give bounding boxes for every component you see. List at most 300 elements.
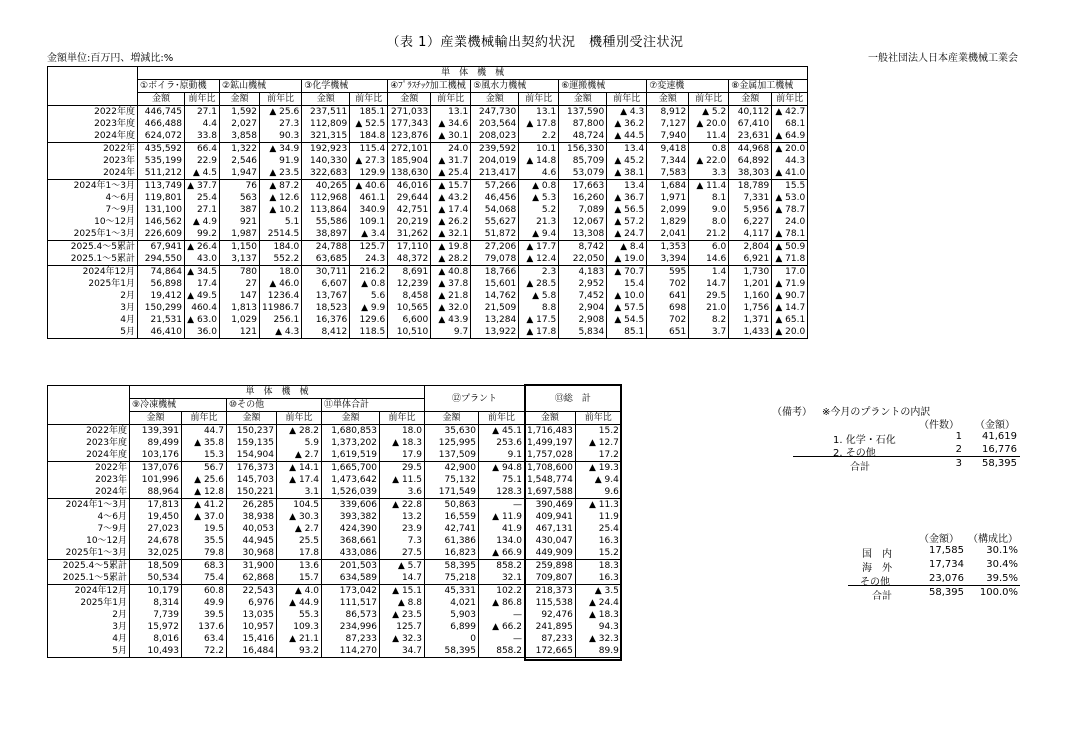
yoy-cell: 8.8 [519, 302, 559, 314]
yoy-cell: 16.3 [575, 535, 621, 547]
yoy-cell: ▲ 9.9 [350, 302, 388, 314]
amount-cell: 698 [647, 302, 689, 314]
amount-cell: 1,473,642 [322, 474, 380, 486]
region-name: 国 内 [862, 549, 892, 560]
amount-cell: 651 [647, 326, 689, 339]
amount-cell: 15,416 [227, 633, 277, 645]
amount-cell: 8,016 [130, 633, 182, 645]
yoy-cell: ▲ 18.3 [380, 437, 425, 449]
yoy-cell: 109.3 [277, 621, 322, 633]
amount-cell: 50,863 [425, 499, 479, 512]
amount-col-header: 金額 [220, 93, 260, 106]
amount-cell: 40,112 [729, 106, 772, 119]
amount-cell: 13,922 [471, 326, 519, 339]
table-row [48, 302, 808, 314]
yoy-cell: 24.3 [350, 253, 388, 266]
yoy-cell: 9.1 [479, 449, 525, 462]
amount-cell: 29,644 [388, 192, 431, 204]
amount-cell: 535,199 [138, 155, 185, 167]
yoy-cell: ▲ 28.2 [277, 425, 322, 438]
region-amount: 17,585 [929, 545, 964, 556]
yoy-cell: 104.5 [277, 499, 322, 512]
amount-cell: 15,601 [471, 278, 519, 290]
amount-cell: 702 [647, 278, 689, 290]
amount-cell: 1,322 [220, 143, 260, 156]
yoy-cell: 36.0 [185, 326, 220, 339]
amount-cell: 176,373 [227, 462, 277, 475]
yoy-cell: ▲ 50.9 [772, 241, 808, 254]
yoy-cell: 72.2 [182, 645, 227, 658]
yoy-cell: ▲ 44.9 [277, 597, 322, 609]
yoy-cell: 5.6 [350, 290, 388, 302]
yoy-cell: 15.2 [575, 425, 621, 438]
amount-cell: 1,371 [729, 314, 772, 326]
yoy-col-header: 前年比 [350, 93, 388, 106]
amount-cell: 1,987 [220, 228, 260, 241]
yoy-cell: 17.0 [772, 266, 808, 279]
amount-cell: 26,285 [227, 499, 277, 512]
amount-cell: 62,868 [227, 572, 277, 585]
amount-cell: 55,627 [471, 216, 519, 228]
amount-cell: 12,067 [559, 216, 607, 228]
yoy-cell: ▲ 32.1 [431, 228, 471, 241]
yoy-cell: 27.1 [185, 106, 220, 119]
amount-cell: 14,762 [471, 290, 519, 302]
yoy-cell: 17.8 [277, 547, 322, 560]
yoy-cell: 185.1 [350, 106, 388, 119]
amount-col-header: 金額 [227, 412, 277, 425]
row-label: 2025.4～5累計 [48, 241, 138, 254]
amount-cell: 45,331 [425, 585, 479, 598]
amount-cell: 76 [220, 180, 260, 193]
yoy-cell: 1236.4 [260, 290, 302, 302]
region-amount: 23,076 [929, 573, 964, 584]
amount-cell: 4,021 [425, 597, 479, 609]
yoy-cell: ▲ 32.0 [431, 302, 471, 314]
row-label: 2024年1～3月 [48, 499, 130, 512]
tan-tai-header: 単 体 機 械 [138, 67, 808, 80]
yoy-cell: ▲ 8.4 [607, 241, 647, 254]
amount-cell: 16,376 [302, 314, 350, 326]
yoy-cell: ▲ 38.1 [607, 167, 647, 180]
amount-cell: 1,947 [220, 167, 260, 180]
amount-col-header: 金額 [322, 412, 380, 425]
amount-cell: 30,711 [302, 266, 350, 279]
amount-cell: 4,117 [729, 228, 772, 241]
yoy-cell: 79.8 [182, 547, 227, 560]
yoy-cell: ▲ 36.2 [607, 118, 647, 130]
yoy-cell: ▲ 31.7 [431, 155, 471, 167]
yoy-cell: ▲ 64.9 [772, 130, 808, 143]
amount-cell: 32,025 [130, 547, 182, 560]
yoy-cell: 858.2 [479, 560, 525, 573]
yoy-cell: 60.8 [182, 585, 227, 598]
amount-cell: 237,511 [302, 106, 350, 119]
amount-cell: 368,661 [322, 535, 380, 547]
yoy-cell: 460.4 [185, 302, 220, 314]
plant-total-amount: 58,395 [982, 458, 1017, 469]
yoy-cell: 90.3 [260, 130, 302, 143]
amount-cell: 1,592 [220, 106, 260, 119]
category-header: ⑥運搬機械 [559, 80, 647, 93]
amount-cell: 173,042 [322, 585, 380, 598]
amount-cell: 131,100 [138, 204, 185, 216]
plant-item-amount: 16,776 [982, 444, 1017, 455]
row-label: 2月 [120, 291, 135, 301]
row-label: 2023年度 [94, 119, 135, 129]
yoy-cell: ▲ 12.6 [260, 192, 302, 204]
region-total-ratio: 100.0% [979, 587, 1018, 598]
yoy-cell: ▲ 22.8 [380, 499, 425, 512]
table-row [48, 204, 808, 216]
table-row [48, 192, 808, 204]
amount-cell: 641 [647, 290, 689, 302]
amount-cell: 390,469 [525, 499, 576, 512]
row-label: 2023年度 [86, 438, 127, 448]
yoy-cell: 15.7 [277, 572, 322, 585]
amount-cell: 213,417 [471, 167, 519, 180]
row-label: 2024年度 [94, 131, 135, 141]
amount-cell: 921 [220, 216, 260, 228]
yoy-col-header: 前年比 [182, 412, 227, 425]
amount-cell: 467,131 [525, 523, 576, 535]
table-row [48, 167, 808, 180]
amount-cell: 13,767 [302, 290, 350, 302]
yoy-cell: 125.7 [350, 241, 388, 254]
yoy-cell: ▲ 15.1 [380, 585, 425, 598]
yoy-cell: 16.3 [575, 572, 621, 585]
yoy-cell: ▲ 32.3 [575, 633, 621, 645]
yoy-cell: 27.1 [185, 204, 220, 216]
yoy-cell: 1.4 [689, 266, 729, 279]
yoy-cell: 5.2 [519, 204, 559, 216]
table-row [48, 118, 808, 130]
category-header: ⑫プラント [425, 386, 525, 412]
yoy-cell: ▲ 17.7 [519, 241, 559, 254]
yoy-col-header: 前年比 [260, 93, 302, 106]
amount-cell: 2,908 [559, 314, 607, 326]
table-row [48, 462, 622, 475]
row-label: 7～9月 [105, 205, 135, 215]
yoy-cell: ▲ 17.8 [519, 118, 559, 130]
yoy-cell: 2.2 [519, 130, 559, 143]
amount-cell: 44,968 [729, 143, 772, 156]
table-row [48, 597, 622, 609]
plant-item-name: 2. その他 [833, 448, 876, 459]
yoy-cell: 56.7 [182, 462, 227, 475]
yoy-cell: ▲ 24.7 [607, 228, 647, 241]
amount-cell: 42,741 [425, 523, 479, 535]
plant-item-name: 1. 化学・石化 [833, 435, 896, 446]
yoy-cell: 3.3 [689, 167, 729, 180]
yoy-cell: 3.7 [689, 326, 729, 339]
row-label: 2022年度 [48, 106, 138, 119]
table-row [48, 253, 808, 266]
amount-cell: 75,132 [425, 474, 479, 486]
amount-cell: 139,391 [130, 425, 182, 438]
amount-cell: 7,089 [559, 204, 607, 216]
amount-cell: 7,452 [559, 290, 607, 302]
amount-cell: 339,606 [322, 499, 380, 512]
row-label: 4～6月 [105, 193, 135, 203]
yoy-cell: 18.0 [260, 266, 302, 279]
yoy-cell: ▲ 37.7 [185, 180, 220, 193]
yoy-col-header: 前年比 [277, 412, 322, 425]
amount-cell: 1,971 [647, 192, 689, 204]
row-label: 10～12月 [94, 217, 135, 227]
table-row [48, 511, 622, 523]
yoy-cell: 39.5 [182, 609, 227, 621]
amount-cell: 89,499 [130, 437, 182, 449]
amount-cell: 393,382 [322, 511, 380, 523]
table-row [48, 425, 622, 438]
amount-cell: 1,665,700 [322, 462, 380, 475]
yoy-cell: 118.5 [350, 326, 388, 339]
amount-cell: 20,219 [388, 216, 431, 228]
amount-cell: 7,583 [647, 167, 689, 180]
yoy-col-header: 前年比 [772, 93, 808, 106]
amount-cell: 511,212 [138, 167, 185, 180]
amount-cell: 38,303 [729, 167, 772, 180]
amount-cell: 10,510 [388, 326, 431, 339]
amount-cell: 13,284 [471, 314, 519, 326]
amount-cell: 466,488 [138, 118, 185, 130]
row-label: 3月 [112, 622, 127, 632]
amount-cell: 18,509 [130, 560, 182, 573]
amount-cell: 780 [220, 266, 260, 279]
yoy-cell: 19.5 [182, 523, 227, 535]
amount-cell: 30,968 [227, 547, 277, 560]
amount-cell: 46,410 [138, 326, 185, 339]
amount-cell: 6,921 [729, 253, 772, 266]
yoy-cell: 27.5 [380, 547, 425, 560]
table-row [48, 547, 622, 560]
amount-cell: 8,314 [130, 597, 182, 609]
yoy-cell: ▲ 49.5 [185, 290, 220, 302]
amount-cell: 88,964 [130, 486, 182, 499]
yoy-cell: 552.2 [260, 253, 302, 266]
yoy-cell: ▲ 35.8 [182, 437, 227, 449]
amount-cell: 85,709 [559, 155, 607, 167]
amount-cell: 55,586 [302, 216, 350, 228]
amount-col-header: 金額 [138, 93, 185, 106]
amount-cell: 192,923 [302, 143, 350, 156]
yoy-cell: ▲ 66.9 [479, 547, 525, 560]
amount-cell: 150,237 [227, 425, 277, 438]
amount-cell: 75,218 [425, 572, 479, 585]
amount-cell: 709,807 [525, 572, 576, 585]
amount-cell: 6,899 [425, 621, 479, 633]
row-label: 2025年1～3月 [73, 229, 135, 239]
yoy-cell: ▲ 0.8 [350, 278, 388, 290]
amount-cell: 171,549 [425, 486, 479, 499]
yoy-cell: 89.9 [575, 645, 621, 658]
amount-cell: 7,940 [647, 130, 689, 143]
yoy-cell: ▲ 5.2 [689, 106, 729, 119]
amount-cell: 103,176 [130, 449, 182, 462]
yoy-cell: 14.7 [689, 278, 729, 290]
yoy-cell: ▲ 5.3 [519, 192, 559, 204]
amount-cell: 27,023 [130, 523, 182, 535]
yoy-cell: 6.0 [689, 241, 729, 254]
yoy-cell: 15.3 [182, 449, 227, 462]
yoy-cell: 43.0 [185, 253, 220, 266]
yoy-cell: ▲ 94.8 [479, 462, 525, 475]
yoy-cell: ▲ 20.0 [772, 143, 808, 156]
amount-cell: 38,938 [227, 511, 277, 523]
amount-cell: 294,550 [138, 253, 185, 266]
yoy-cell: 125.7 [380, 621, 425, 633]
amount-header-2: （金額） [919, 534, 959, 545]
amount-cell: 113,864 [302, 204, 350, 216]
row-label: 2025.4～5累計 [48, 560, 130, 573]
amount-cell: 10,179 [130, 585, 182, 598]
yoy-col-header: 前年比 [689, 93, 729, 106]
amount-cell: 1,160 [729, 290, 772, 302]
page-title: （表 1）産業機械輸出契約状況 機種別受注状況 [386, 35, 684, 50]
yoy-cell: ▲ 78.1 [772, 228, 808, 241]
yoy-cell: ▲ 11.9 [479, 511, 525, 523]
category-header: ③化学機械 [302, 80, 388, 93]
yoy-cell: 94.3 [575, 621, 621, 633]
yoy-cell: ▲ 9.4 [575, 474, 621, 486]
table-row [48, 633, 622, 645]
table-row [48, 290, 808, 302]
yoy-cell: ▲ 70.7 [607, 266, 647, 279]
row-label-header [48, 67, 138, 106]
yoy-col-header: 前年比 [575, 412, 621, 425]
amount-cell: 10,565 [388, 302, 431, 314]
yoy-cell: ▲ 28.5 [519, 278, 559, 290]
row-label: 2024年12月 [48, 585, 130, 598]
yoy-cell: 93.2 [277, 645, 322, 658]
yoy-cell: 41.9 [479, 523, 525, 535]
amount-cell: 247,730 [471, 106, 519, 119]
amount-cell: 44,945 [227, 535, 277, 547]
yoy-cell: 216.2 [350, 266, 388, 279]
amount-cell: 10,957 [227, 621, 277, 633]
yoy-cell: ▲ 17.4 [431, 204, 471, 216]
yoy-cell: 68.1 [772, 118, 808, 130]
amount-cell: 92,476 [525, 609, 576, 621]
amount-cell: 6,607 [302, 278, 350, 290]
plant-item-count: 1 [955, 431, 962, 442]
row-label: 2025.1～5累計 [70, 254, 135, 264]
amount-cell: 203,564 [471, 118, 519, 130]
yoy-cell: ▲ 3.4 [350, 228, 388, 241]
amount-cell: 31,262 [388, 228, 431, 241]
row-label: 2024年 [95, 487, 127, 497]
count-header: （件数） [919, 420, 959, 431]
yoy-cell: ▲ 40.8 [431, 266, 471, 279]
category-header: ⑦変速機 [647, 80, 729, 93]
yoy-cell: 55.3 [277, 609, 322, 621]
amount-col-header: 金額 [559, 93, 607, 106]
amount-cell: 387 [220, 204, 260, 216]
yoy-cell: ▲ 22.0 [689, 155, 729, 167]
amount-cell: 35,630 [425, 425, 479, 438]
yoy-cell: 8.2 [689, 314, 729, 326]
yoy-cell: 44.3 [772, 155, 808, 167]
amount-cell: 449,909 [525, 547, 576, 560]
yoy-cell: 27.3 [260, 118, 302, 130]
yoy-cell: 11986.7 [260, 302, 302, 314]
category-header: ⑨冷凍機械 [130, 399, 227, 412]
yoy-cell: 25.4 [575, 523, 621, 535]
amount-cell: 1,433 [729, 326, 772, 339]
amount-cell: 23,631 [729, 130, 772, 143]
amount-cell: 7,331 [729, 192, 772, 204]
amount-cell: 1,526,039 [322, 486, 380, 499]
amount-cell: 595 [647, 266, 689, 279]
yoy-cell: 17.2 [575, 449, 621, 462]
yoy-col-header: 前年比 [519, 93, 559, 106]
amount-cell: 114,270 [322, 645, 380, 658]
amount-cell: 1,353 [647, 241, 689, 254]
amount-cell: 18,789 [729, 180, 772, 193]
amount-cell: 123,876 [388, 130, 431, 143]
amount-cell: 24,788 [302, 241, 350, 254]
amount-cell: 1,029 [220, 314, 260, 326]
amount-cell: 18,523 [302, 302, 350, 314]
amount-cell: 1,813 [220, 302, 260, 314]
amount-cell: 177,343 [388, 118, 431, 130]
yoy-cell: ▲ 25.6 [260, 106, 302, 119]
amount-cell: 48,372 [388, 253, 431, 266]
amount-cell: 16,823 [425, 547, 479, 560]
amount-cell: 31,900 [227, 560, 277, 573]
table-row [48, 535, 622, 547]
amount-cell: 234,996 [322, 621, 380, 633]
amount-cell: 150,221 [227, 486, 277, 499]
yoy-cell: 9.6 [575, 486, 621, 499]
row-label: 5月 [112, 646, 127, 656]
divider [793, 456, 1020, 457]
yoy-cell: ▲ 54.5 [607, 314, 647, 326]
yoy-cell: 340.9 [350, 204, 388, 216]
tan-tai-header: 単 体 機 械 [130, 386, 425, 399]
category-header: ①ボイラ･原動機 [138, 80, 220, 93]
region-name: その他 [860, 577, 890, 588]
amount-cell: 259,898 [525, 560, 576, 573]
plant-total-count: 3 [955, 458, 962, 469]
amount-cell: 1,684 [647, 180, 689, 193]
yoy-cell: ▲ 34.6 [431, 118, 471, 130]
amount-cell: 22,050 [559, 253, 607, 266]
amount-cell: 7,127 [647, 118, 689, 130]
amount-cell: 137,509 [425, 449, 479, 462]
amount-cell: 150,299 [138, 302, 185, 314]
amount-cell: 424,390 [322, 523, 380, 535]
yoy-cell: 9.0 [689, 204, 729, 216]
yoy-cell: ▲ 19.8 [431, 241, 471, 254]
amount-cell: 17,813 [130, 499, 182, 512]
yoy-cell: 184.0 [260, 241, 302, 254]
amount-cell: 1,697,588 [525, 486, 576, 499]
yoy-cell: 25.5 [277, 535, 322, 547]
yoy-cell: ▲ 20.0 [689, 118, 729, 130]
plant-item-amount: 41,619 [982, 431, 1017, 442]
yoy-cell: ▲ 42.7 [772, 106, 808, 119]
region-ratio: 30.4% [986, 559, 1018, 570]
yoy-cell: ▲ 15.7 [431, 180, 471, 193]
yoy-cell: ▲ 25.6 [182, 474, 227, 486]
yoy-cell: ▲ 10.0 [607, 290, 647, 302]
yoy-cell: 134.0 [479, 535, 525, 547]
amount-cell: 172,665 [525, 645, 576, 658]
amount-cell: 8,742 [559, 241, 607, 254]
row-label: 4月 [112, 634, 127, 644]
